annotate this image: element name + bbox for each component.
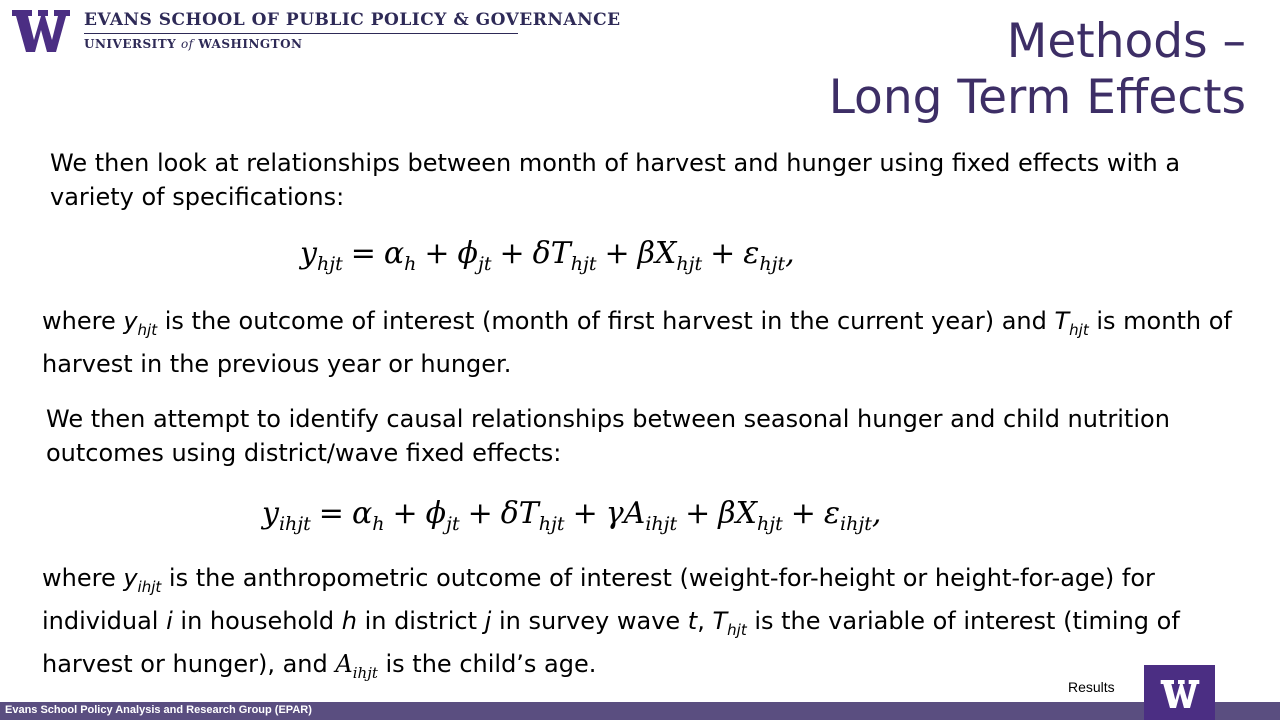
eq1-t3: δT [532,236,571,271]
p4-var-t: t [687,607,698,635]
p4-var-A-sub: ihjt [352,664,378,682]
eq1-lhs-sub: hjt [316,253,343,275]
eq2-t2: ϕ [425,496,447,531]
p4-text-d: in district [356,607,485,635]
p2-var-y-sub: hjt [137,321,158,339]
eq1-lhs: y [300,236,317,271]
school-line2-a: UNIVERSITY [84,37,177,51]
uw-w-badge-icon [1156,680,1204,708]
eq2-t4: γA [605,496,646,531]
eq2-lhs-sub: ihjt [278,513,311,535]
p4-text-k: is the child’s age. [377,650,597,678]
eq2-t3: δT [500,496,539,531]
eq1-end: , [785,236,795,271]
eq2-end: , [871,496,882,531]
paragraph-4 [42,561,1242,690]
p4-var-j: j [484,607,492,635]
eq2-t6: ε [823,496,841,531]
eq1-t4-sub: hjt [676,253,703,275]
p4-var-h: h [341,607,357,635]
uw-badge [1144,665,1215,720]
p4-var-T-sub: hjt [727,621,747,639]
p4-var-y-sub: ihjt [137,578,162,596]
uw-logo-icon [12,10,70,52]
p2-var-y: y [123,307,138,335]
eq2-t5: βX [718,496,757,531]
p4-text-g: is the variable of interest (timing of harvest or hunger), and [42,607,1180,678]
p4-text-e: in survey wave [491,607,688,635]
p4-text-c: in household [172,607,342,635]
eq2-t3-sub: hjt [538,513,565,535]
slide-title [829,14,1246,126]
eq1-t3-sub: hjt [570,253,597,275]
section-label: Results [1068,679,1115,695]
eq1-t5: ε [743,236,760,271]
school-line2 [84,37,621,51]
p2-text-c: is month of harvest in the previous year or hunger. [42,307,1232,378]
p4-var-i: i [166,607,173,635]
eq1-t1-sub: h [404,253,417,275]
footer-org: Evans School Policy Analysis and Research Group (EPAR) [5,704,312,716]
school-line2-b: WASHINGTON [198,37,303,51]
p2-var-t-sub: hjt [1069,321,1089,339]
school-line1: EVANS SCHOOL OF PUBLIC POLICY & GOVERNANCE [84,10,621,30]
eq1-t5-sub: hjt [759,253,786,275]
equation-1: $y_{hjt} = \alpha_h + \phi_{jt} + \delta T_{hjt} + \beta X_{hjt} + \varepsilon_{hjt}$, [300,236,795,275]
school-line2-of: of [180,37,194,51]
title-line1: Methods – [1006,14,1246,69]
eq2-t4-sub: ihjt [645,513,678,535]
title-line2: Long Term Effects [828,70,1246,125]
eq2-t2-sub: jt [446,513,460,535]
school-name [84,10,621,51]
p4-text-b: is the anthropometric outcome of interest (weight-for-height or height-for-age) for individual [42,564,1155,635]
p2-text-b: is the outcome of interest (month of first harvest in the current year) and [157,307,1055,335]
paragraph-3: We then attempt to identify causal relationships between seasonal hunger and child nutrition outcomes using district/wave fixed effects: [46,405,1170,467]
eq1-t4: βX [637,236,677,271]
equation-2: $y_{ihjt} = \alpha_h + \phi_{jt} + \delta T_{hjt} + \gamma A_{ihjt} + \beta X_{hjt} + \varepsilon_{ihjt}$, [262,496,882,535]
footer-bar [0,702,1280,720]
eq2-t5-sub: hjt [757,513,783,535]
p4-var-A: A [335,650,353,678]
p4-text-a: where [42,564,124,592]
p4-var-T: T [712,607,728,635]
paragraph-1: We then look at relationships between month of harvest and hunger using fixed effects with a variety of specifications: [50,149,1181,211]
p4-var-y: y [123,564,138,592]
eq1-t2-sub: jt [477,253,492,275]
paragraph-2 [42,304,1242,381]
eq2-lhs: y [262,496,279,531]
header-divider [84,33,518,34]
p2-var-t: T [1054,307,1070,335]
eq1-t1: α [383,236,405,271]
eq1-t2: ϕ [457,236,478,271]
eq2-t6-sub: ihjt [840,513,872,535]
eq2-t1: α [351,496,373,531]
p2-text-a: where [42,307,124,335]
eq2-t1-sub: h [372,513,385,535]
p4-text-f: , [697,607,713,635]
